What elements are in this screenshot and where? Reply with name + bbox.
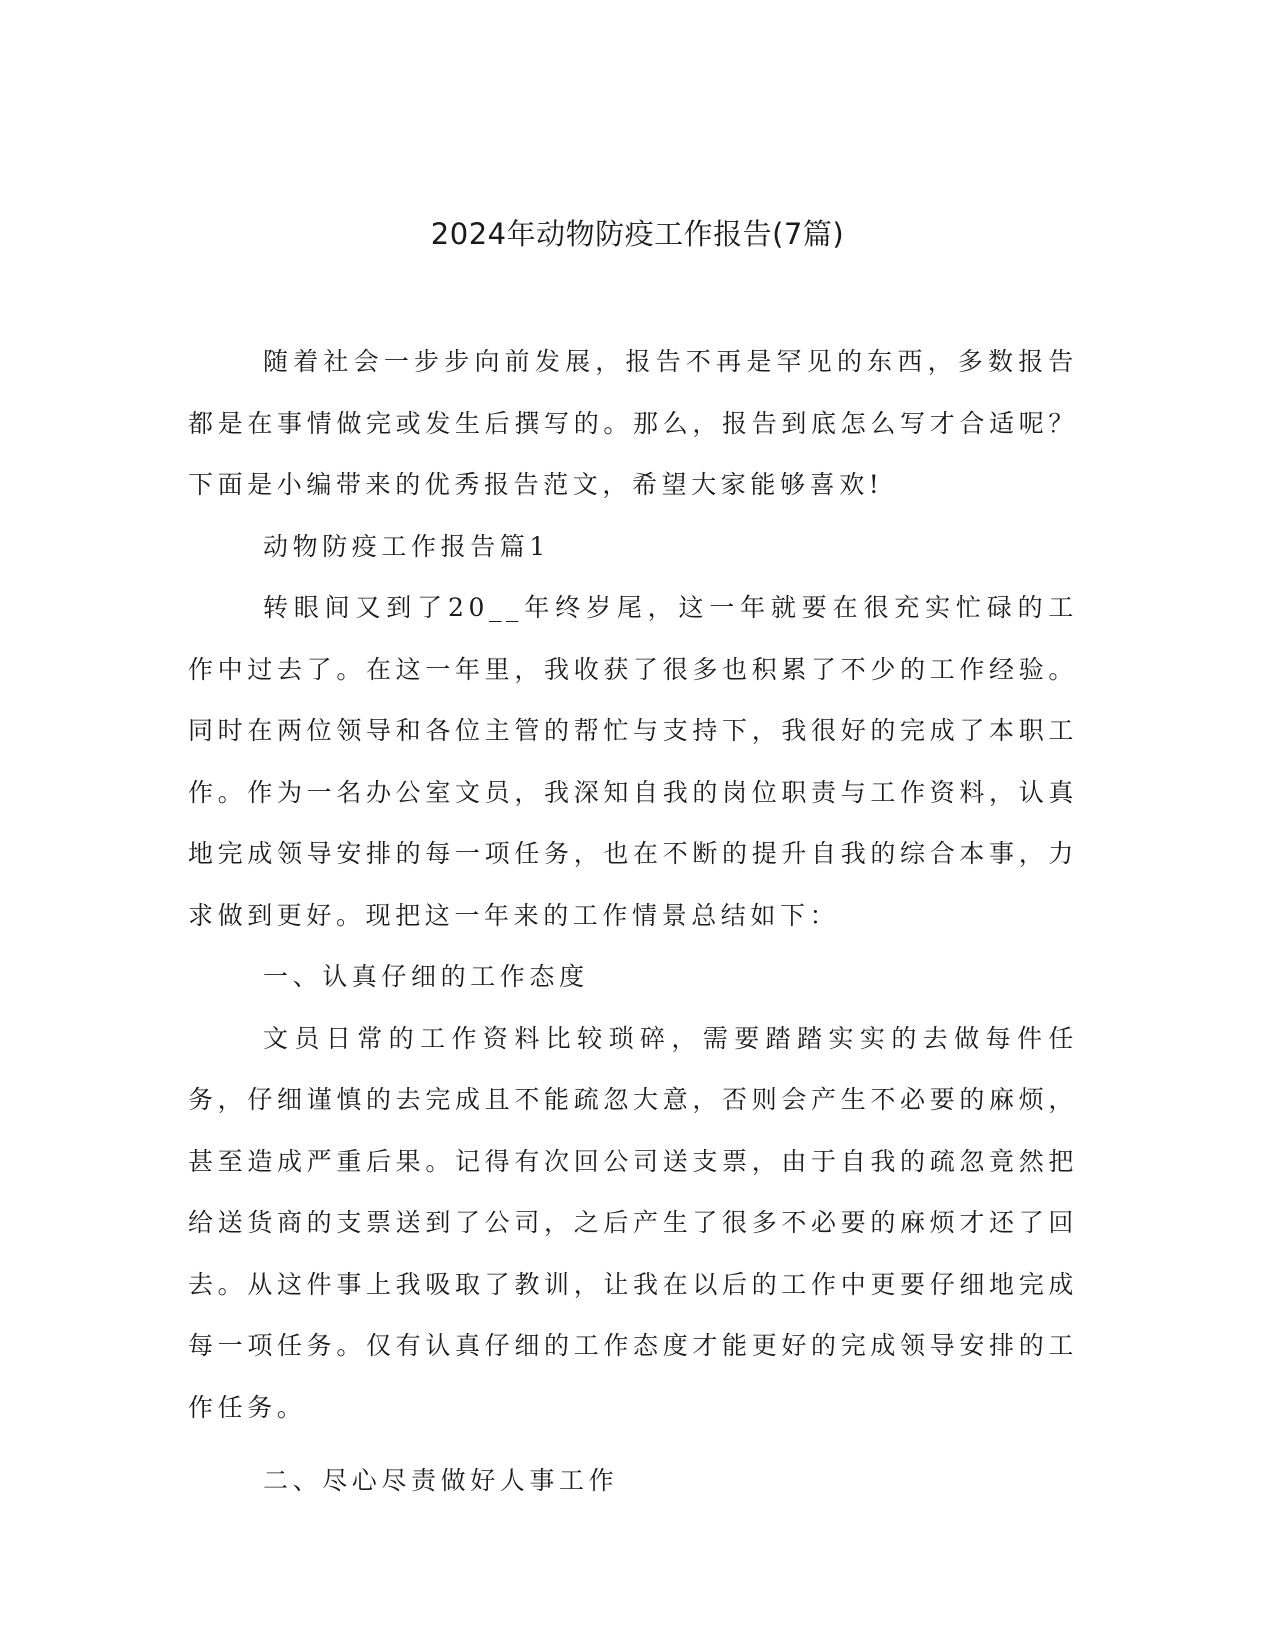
subheading-1: 一、认真仔细的工作态度 xyxy=(263,962,589,991)
intro-paragraph: 随着社会一步步向前发展，报告不再是罕见的东西，多数报告都是在事情做完或发生后撰写的。那么，报告到底怎么写才合适呢？下面是小编带来的优秀报告范文，希望大家能够喜欢! xyxy=(188,347,1078,499)
section-heading: 动物防疫工作报告篇1 xyxy=(263,531,550,561)
document-body xyxy=(188,331,1078,1512)
body-paragraph-2: 文员日常的工作资料比较琐碎，需要踏踏实实的去做每件任务，仔细谨慎的去完成且不能疏忽大意，否则会产生不必要的麻烦，甚至造成严重后果。记得有次回公司送支票，由于自我的疏忽竟然把给送货商的支票送到了公司，之后产生了很多不必要的麻烦才还了回去。从这件事上我吸取了教训，让我在以后的工作中更要仔细地完成每一项任务。仅有认真仔细的工作态度才能更好的完成领导安排的工作任务。 xyxy=(188,1023,1078,1422)
body-paragraph-1: 转眼间又到了20__年终岁尾，这一年就要在很充实忙碌的工作中过去了。在这一年里，我收获了很多也积累了不少的工作经验。同时在两位领导和各位主管的帮忙与支持下，我很好的完成了本职工作。作为一名办公室文员，我深知自我的岗位职责与工作资料，认真地完成领导安排的每一项任务，也在不断的提升自我的综合本事，力求做到更好。现把这一年来的工作情景总结如下： xyxy=(188,593,1078,930)
subheading-2: 二、尽心尽责做好人事工作 xyxy=(263,1466,619,1495)
document-title: 2024年动物防疫工作报告(7篇) xyxy=(430,217,845,251)
